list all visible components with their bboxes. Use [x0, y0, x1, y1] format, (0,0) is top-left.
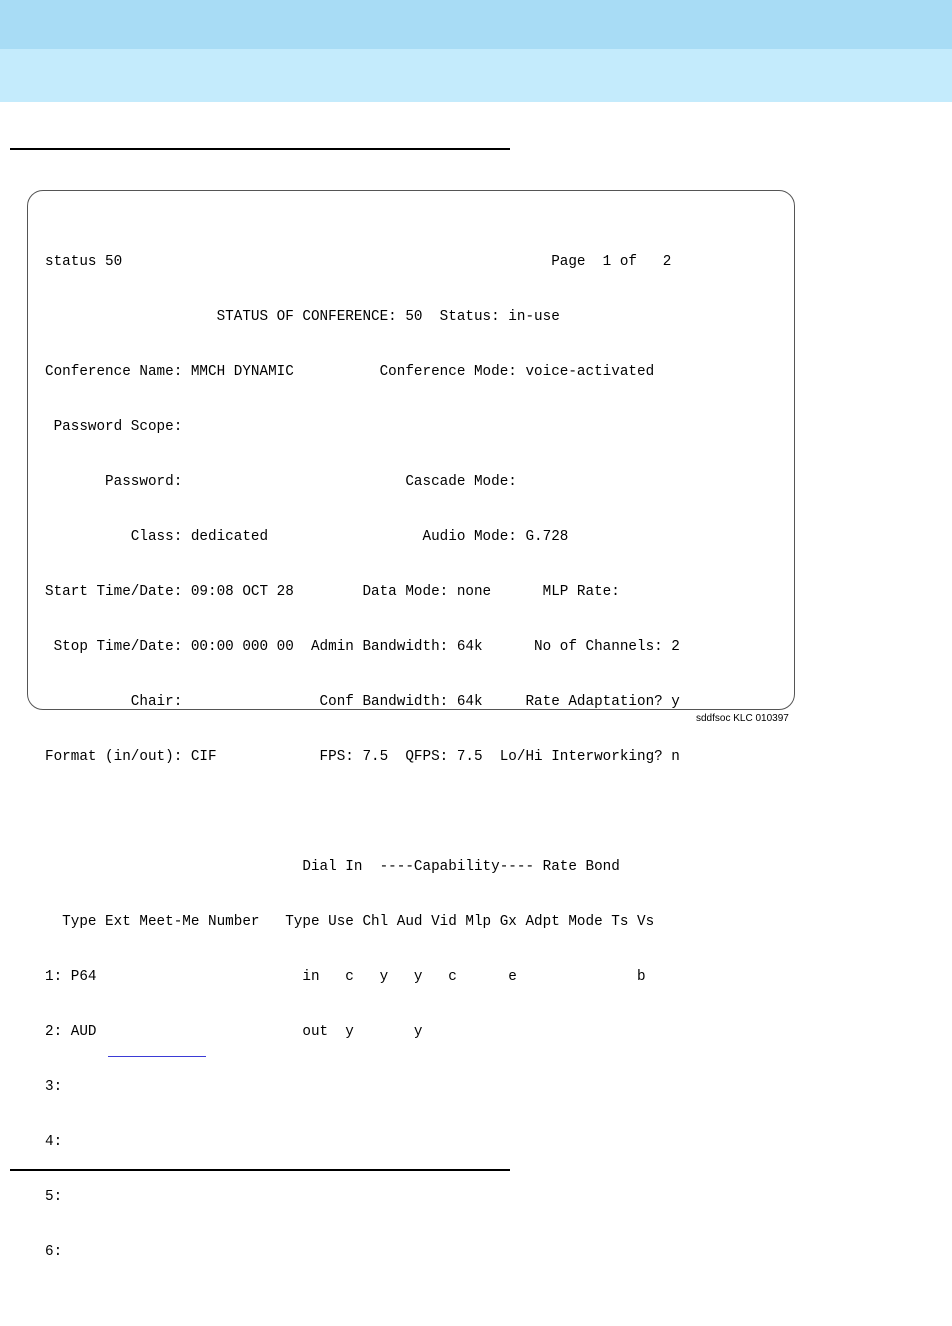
section-rule-top	[10, 148, 510, 150]
hyperlink-underline[interactable]	[108, 1056, 206, 1057]
screen-line: Password Scope:	[45, 418, 183, 435]
screen-line: 3:	[45, 1079, 63, 1096]
section-rule-bottom	[10, 1169, 510, 1171]
screen-line: Stop Time/Date: 00:00 000 00 Admin Bandwidth: 64k No of Channels: 2	[45, 638, 680, 655]
screen-line: Password: Cascade Mode:	[45, 473, 517, 490]
screen-line: Type Ext Meet-Me Number Type Use Chl Aud Vid Mlp Gx Adpt Mode Ts Vs	[45, 914, 655, 931]
screen-line	[45, 803, 680, 821]
header-band-bottom	[0, 49, 952, 102]
screen-line: Dial In ----Capability---- Rate Bond	[45, 859, 620, 876]
screen-line: Start Time/Date: 09:08 OCT 28 Data Mode: none MLP Rate:	[45, 583, 620, 600]
screen-line: status 50 Page 1 of 2	[45, 253, 672, 270]
terminal-screen-text	[45, 216, 680, 1280]
header-band-top	[0, 0, 952, 49]
screen-line: Chair: Conf Bandwidth: 64k Rate Adaptation? y	[45, 693, 680, 710]
figure-caption: sddfsoc KLC 010397	[696, 713, 789, 724]
screen-line: 5:	[45, 1189, 63, 1206]
screen-line: Conference Name: MMCH DYNAMIC Conference Mode: voice-activated	[45, 363, 655, 380]
screen-line: Class: dedicated Audio Mode: G.728	[45, 528, 569, 545]
screen-line: Format (in/out): CIF FPS: 7.5 QFPS: 7.5 Lo/Hi Interworking? n	[45, 748, 680, 765]
screen-line: 6:	[45, 1244, 63, 1261]
screen-line: 1: P64 in c y y c e b	[45, 969, 646, 986]
screen-line: 2: AUD out y y	[45, 1024, 423, 1041]
screen-line: STATUS OF CONFERENCE: 50 Status: in-use	[45, 308, 560, 325]
screen-line: 4:	[45, 1134, 63, 1151]
